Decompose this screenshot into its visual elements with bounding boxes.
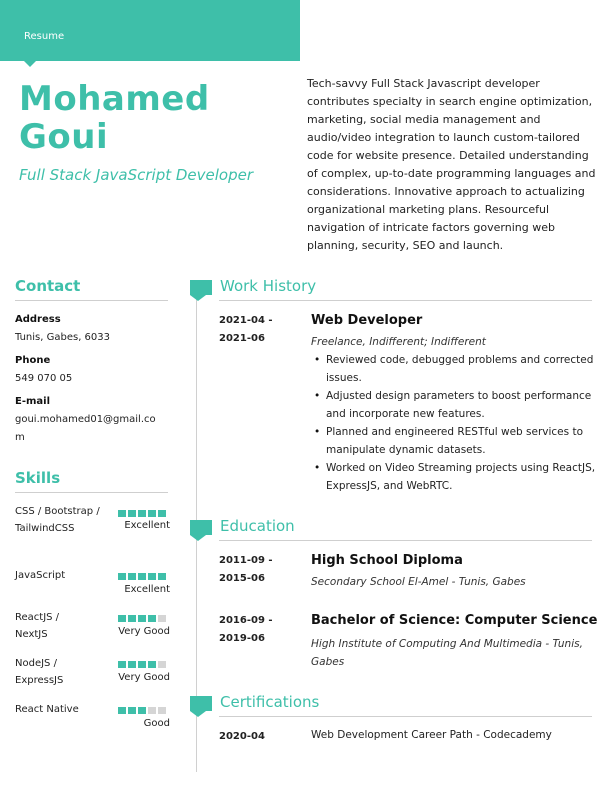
rating-segment-empty: [158, 615, 166, 622]
rating-segment-filled: [158, 510, 166, 517]
rating-segment-filled: [138, 615, 146, 622]
banner-label: Resume: [24, 31, 65, 42]
rating-segment-filled: [118, 510, 126, 517]
skill-rating-bar: [118, 615, 166, 622]
skill-level: Good: [143, 718, 170, 729]
skill-level: Very Good: [118, 672, 170, 683]
skill-level: Excellent: [124, 584, 170, 595]
education-date-start: 2016-09 -: [219, 615, 273, 626]
certifications-divider: [219, 716, 592, 717]
rating-segment-filled: [148, 615, 156, 622]
candidate-name: [19, 80, 210, 156]
work-bullets: [312, 351, 597, 495]
rating-segment-filled: [128, 707, 136, 714]
certification-date: 2020-04: [219, 731, 265, 742]
rating-segment-filled: [148, 510, 156, 517]
email-label: E-mail: [15, 396, 51, 407]
profile-summary: Tech-savvy Full Stack Javascript developer contributes specialty in search engine optimization, marketing, social media management and audio/video integration to launch custom-tailored code for website presence. Detailed understanding of complex, up-to-date programming languages and considerations. Innovative approach to actualizing organizational marketing plans. Resourceful navigation of intricate factors governing web planning, security, SEO and launch.: [307, 77, 596, 252]
section-flag-icon: [190, 280, 212, 295]
rating-segment-filled: [138, 661, 146, 668]
certifications-heading: Certifications: [220, 693, 320, 711]
rating-segment-empty: [158, 661, 166, 668]
work-history-heading: Work History: [220, 277, 317, 295]
address-label: Address: [15, 314, 61, 325]
rating-segment-filled: [148, 573, 156, 580]
education-date-end: 2015-06: [219, 573, 265, 584]
rating-segment-filled: [138, 510, 146, 517]
work-role: Web Developer: [311, 313, 423, 328]
rating-segment-filled: [138, 707, 146, 714]
rating-segment-filled: [118, 661, 126, 668]
education-date-range: [219, 612, 273, 648]
skill-name: React Native: [15, 704, 79, 715]
certification-name: Web Development Career Path - Codecademy: [311, 729, 552, 741]
work-bullet: • Worked on Video Streaming projects using ReactJS, ExpressJS, and WebRTC.: [312, 459, 597, 495]
education-degree: Bachelor of Science: Computer Science: [311, 613, 598, 628]
rating-segment-empty: [148, 707, 156, 714]
rating-segment-filled: [148, 661, 156, 668]
work-date-range: [219, 312, 273, 348]
skill-rating-bar: [118, 573, 166, 580]
banner-notch: [24, 61, 36, 67]
skills-divider: [15, 492, 168, 493]
skill-name: NodeJS / ExpressJS: [15, 658, 64, 686]
skill-rating-bar: [118, 661, 166, 668]
contact-heading: Contact: [15, 277, 81, 295]
work-date-start: 2021-04 -: [219, 315, 273, 326]
rating-segment-filled: [118, 615, 126, 622]
skill-rating-bar: [118, 510, 166, 517]
skills-heading: Skills: [15, 469, 61, 487]
skill-level: Very Good: [118, 626, 170, 637]
rating-segment-filled: [158, 573, 166, 580]
education-school: High Institute of Computing And Multimedia - Tunis, Gabes: [311, 638, 583, 668]
email-line-2: m: [15, 432, 25, 443]
work-divider: [219, 300, 592, 301]
education-date-start: 2011-09 -: [219, 555, 273, 566]
education-heading: Education: [220, 517, 295, 535]
section-flag-icon: [190, 520, 212, 535]
work-bullet: • Adjusted design parameters to boost performance and incorporate new features.: [312, 387, 597, 423]
rating-segment-filled: [128, 615, 136, 622]
education-degree: High School Diploma: [311, 553, 463, 568]
rating-segment-filled: [118, 707, 126, 714]
phone-value: 549 070 05: [15, 373, 73, 384]
rating-segment-filled: [128, 510, 136, 517]
address-value: Tunis, Gabes, 6033: [15, 332, 111, 343]
skill-level: Excellent: [124, 520, 170, 531]
education-date-end: 2019-06: [219, 633, 265, 644]
email-line-1: goui.mohamed01@gmail.co: [15, 414, 156, 425]
section-flag-icon: [190, 696, 212, 711]
email-value[interactable]: [15, 411, 156, 447]
skill-name: ReactJS / NextJS: [15, 612, 60, 640]
job-title: Full Stack JavaScript Developer: [19, 166, 254, 184]
work-bullet: • Planned and engineered RESTful web services to manipulate dynamic datasets.: [312, 423, 597, 459]
first-name: Mohamed: [19, 79, 210, 119]
resume-banner: [0, 0, 300, 61]
skill-rating-bar: [118, 707, 166, 714]
contact-divider: [15, 300, 168, 301]
phone-label: Phone: [15, 355, 51, 366]
work-bullet: • Reviewed code, debugged problems and corrected issues.: [312, 351, 597, 387]
rating-segment-filled: [128, 573, 136, 580]
rating-segment-filled: [138, 573, 146, 580]
work-employer: Freelance, Indifferent; Indifferent: [311, 336, 486, 348]
education-school: Secondary School El-Amel - Tunis, Gabes: [311, 576, 526, 588]
education-divider: [219, 540, 592, 541]
skill-name: JavaScript: [15, 570, 66, 581]
last-name: Goui: [19, 117, 109, 157]
skill-name: CSS / Bootstrap / TailwindCSS: [15, 506, 100, 534]
rating-segment-filled: [128, 661, 136, 668]
rating-segment-filled: [118, 573, 126, 580]
rating-segment-empty: [158, 707, 166, 714]
education-date-range: [219, 552, 273, 588]
work-date-end: 2021-06: [219, 333, 265, 344]
